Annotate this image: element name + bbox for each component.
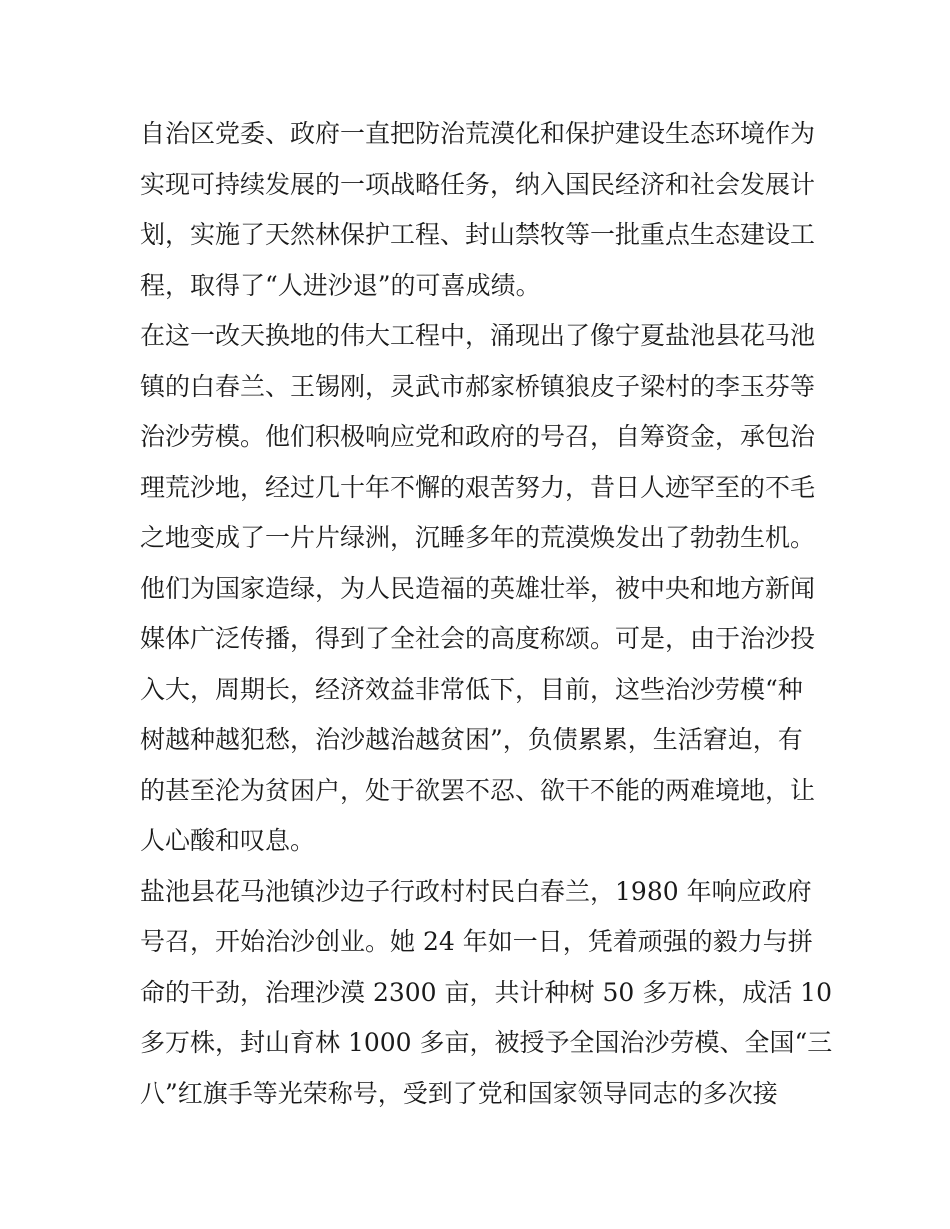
text-line: 盐池县花马池镇沙边子行政村村民白春兰，1980 年响应政府	[140, 876, 812, 906]
document-body	[140, 109, 833, 1119]
text-line: 人心酸和叹息。	[140, 826, 316, 855]
text-line: 程，取得了“人进沙退”的可喜成绩。	[140, 270, 541, 300]
text-line: 的甚至沦为贫困户，处于欲罢不忍、欲干不能的两难境地，让	[140, 775, 816, 805]
text-line: 之地变成了一片片绿洲，沉睡多年的荒漠焕发出了勃勃生机。	[140, 523, 816, 552]
text-line: 自治区党委、政府一直把防治荒漠化和保护建设生态环境作为	[140, 119, 816, 148]
text-line: 在这一改天换地的伟大工程中，涌现出了像宁夏盐池县花马池	[140, 321, 816, 350]
text-line: 理荒沙地，经过几十年不懈的艰苦努力，昔日人迹罕至的不毛	[140, 472, 816, 502]
text-line: 划，实施了天然林保护工程、封山禁牧等一批重点生态建设工	[140, 220, 816, 249]
text-line: 八”红旗手等光荣称号，受到了党和国家领导同志的多次接	[140, 1078, 778, 1108]
text-line: 他们为国家造绿，为人民造福的英雄壮举，被中央和地方新闻	[140, 573, 816, 603]
text-line: 号召，开始治沙创业。她 24 年如一日，凭着顽强的毅力与拼	[140, 927, 813, 956]
text-line: 媒体广泛传播，得到了全社会的高度称颂。可是，由于治沙投	[140, 624, 816, 653]
text-line: 镇的白春兰、王锡刚，灵武市郝家桥镇狼皮子梁村的李玉芬等	[140, 371, 816, 401]
text-line: 命的干劲，治理沙漠 2300 亩，共计种树 50 多万株，成活 10	[140, 977, 832, 1007]
text-line: 入大，周期长，经济效益非常低下，目前，这些治沙劳模“种	[140, 674, 803, 704]
text-line: 治沙劳模。他们积极响应党和政府的号召，自筹资金，承包治	[140, 422, 816, 451]
text-line: 多万株，封山育林 1000 多亩，被授予全国治沙劳模、全国“三	[140, 1028, 833, 1057]
text-line: 树越种越犯愁，治沙越治越贫困”，负债累累，生活窘迫，有	[140, 725, 803, 754]
text-line: 实现可持续发展的一项战略任务，纳入国民经济和社会发展计	[140, 169, 816, 199]
